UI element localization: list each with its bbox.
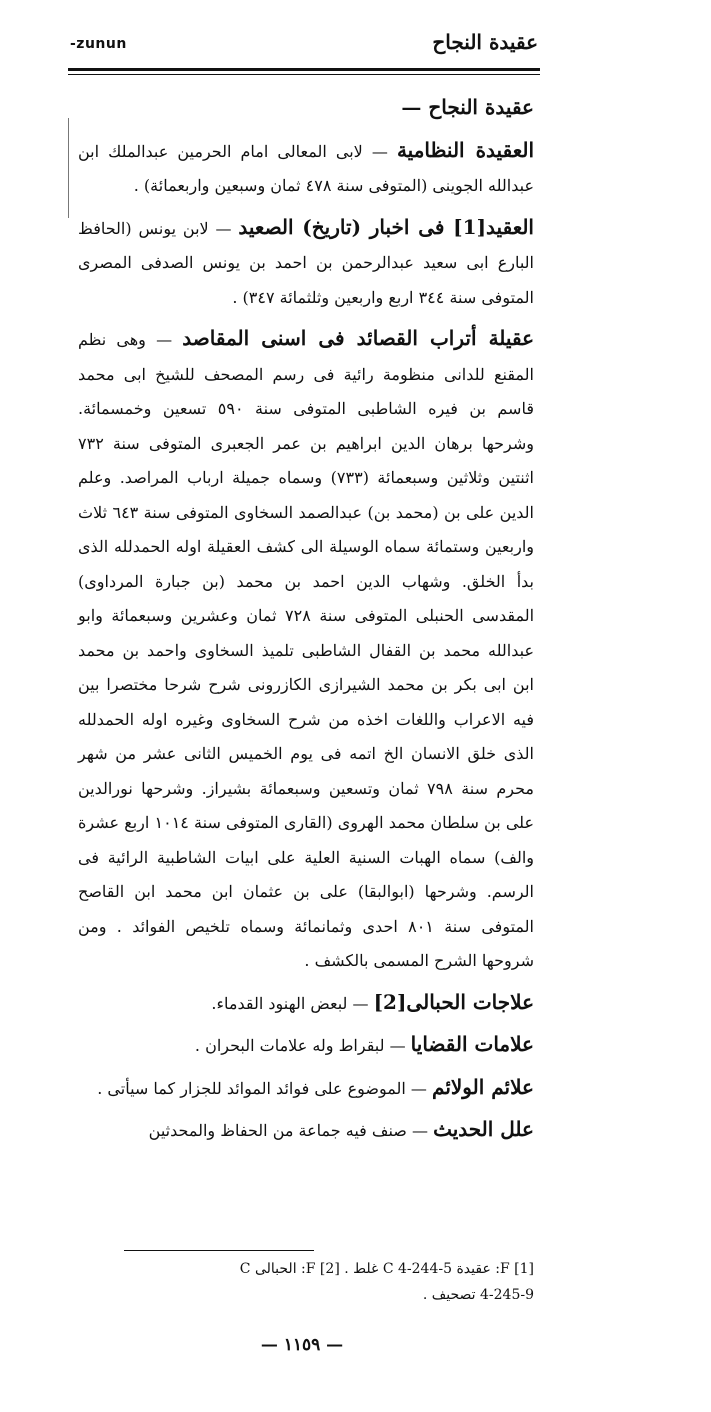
main-text [78, 90, 534, 1155]
footnote-line: [1] F: عقيدة C 4-244-5 غلط . [2] F: الحبالى C [239, 1261, 534, 1277]
entry [78, 1070, 534, 1107]
header-rule-thick [68, 68, 540, 71]
entry-title: علامات القضايا [410, 1032, 534, 1056]
entry-body: — وهى نظم المقنع للدانى منظومة رائية فى رسم المصحف للشيخ ابى محمد قاسم بن فيره الشاطبى المتوفى سنة ٥٩٠ تسعين وخمسمائة. وشرحها برهان الدين ابراهيم بن عمر الجعبرى المتوفى سنة ٧٣٢ اثنتين وثلاثين وسبعمائة (٧٣٣) وسماه جميلة ارباب المراصد. وعلم الدين على بن (محمد بن) عبدالصمد السخاوى المتوفى سنة ٦٤٣ ثلاث واربعين وستمائة سماه الوسيلة الى كشف العقيلة اوله الحمدلله الذى بدأ الخلق. وشهاب الدين احمد بن محمد (بن جبارة المرداوى) المقدسى الحنبلى المتوفى سنة ٧٢٨ ثمان وعشرين وسبعمائة وابو عبدالله محمد بن القفال الشاطبى تلميذ السخاوى واحمد بن محمد ابن ابى بكر بن محمد الشيرازى الكازرونى شرح شرحا مختصرا بين فيه الاعراب واللغات اخذه من شرح السخاوى وغيره اوله الحمدلله الذى خلق الانسان الخ اتمه فى يوم الخميس الثانى عشر من شهر محرم سنة ٧٩٨ ثمان وتسعين وسبعمائة بشيراز. وشرحها نورالدين على بن سلطان محمد الهروى (القارى المتوفى سنة ١٠١٤ اربع عشرة والف) سماه الهبات السنية العلية على ابيات الشاطبية الرائية فى الرسم. وشرحها (ابوالبقا) على بن عثمان ابن محمد ابن القاصح المتوفى سنة ٨٠١ احدى وثمانمائة وسماه تلخيص الفوائد . ومن شروحها الشرح المسمى بالكشف . [78, 330, 535, 970]
footnote-line: 4-245-9 تصحيف . [422, 1287, 534, 1303]
entry-body: — لابى المعالى امام الحرمين عبدالملك ابن عبدالله الجوينى (المتوفى سنة ٤٧٨ ثمان وسبعين واربعمائة) . [78, 141, 534, 195]
header-rule-thin [68, 74, 540, 75]
entry-title: علائم الولائم [432, 1074, 534, 1099]
entry [78, 90, 534, 127]
margin-line [68, 118, 69, 218]
entry-title: العقيدة النظامية [396, 137, 534, 162]
page-number: — ١١٥٩ — [260, 1335, 344, 1355]
header-left-label: -zunun [70, 36, 127, 52]
entry-title: العقيد[1] فى اخبار (تاريخ) الصعيد [238, 214, 534, 239]
header-right-label: عقيدة النجاح [432, 30, 538, 54]
footnote-rule [124, 1250, 314, 1251]
entry-title: عقيلة أتراب القصائد فى اسنى المقاصد [182, 326, 535, 350]
entry [78, 1027, 534, 1064]
entry [78, 133, 534, 204]
entry-body: — لبعض الهنود القدماء. [211, 993, 374, 1013]
entry-body: — لابن يونس (الحافظ البارع ابى سعيد عبدالرحمن بن احمد بن يونس الصدفى المصرى المتوفى سنة ٣٤٤ اربع واربعين وثلثمائة ٣٤٧) . [78, 218, 534, 307]
entry [78, 210, 534, 316]
entry [78, 1112, 534, 1149]
entry-body: — لبقراط وله علامات البحران . [194, 1036, 411, 1055]
entry-title: علل الحديث [433, 1117, 534, 1141]
running-header [68, 28, 540, 68]
entry-title: علاجات الحبالى[2] [373, 989, 534, 1014]
entry-body: — الموضوع على فوائد الموائد للجزار كما سيأتى . [97, 1078, 433, 1098]
entry [78, 985, 534, 1022]
entry-title: عقيدة النجاح — [401, 95, 534, 119]
footnotes [86, 1256, 534, 1308]
entry [78, 321, 534, 979]
entry-body: — صنف فيه جماعة من الحفاظ والمحدثين [148, 1121, 434, 1140]
